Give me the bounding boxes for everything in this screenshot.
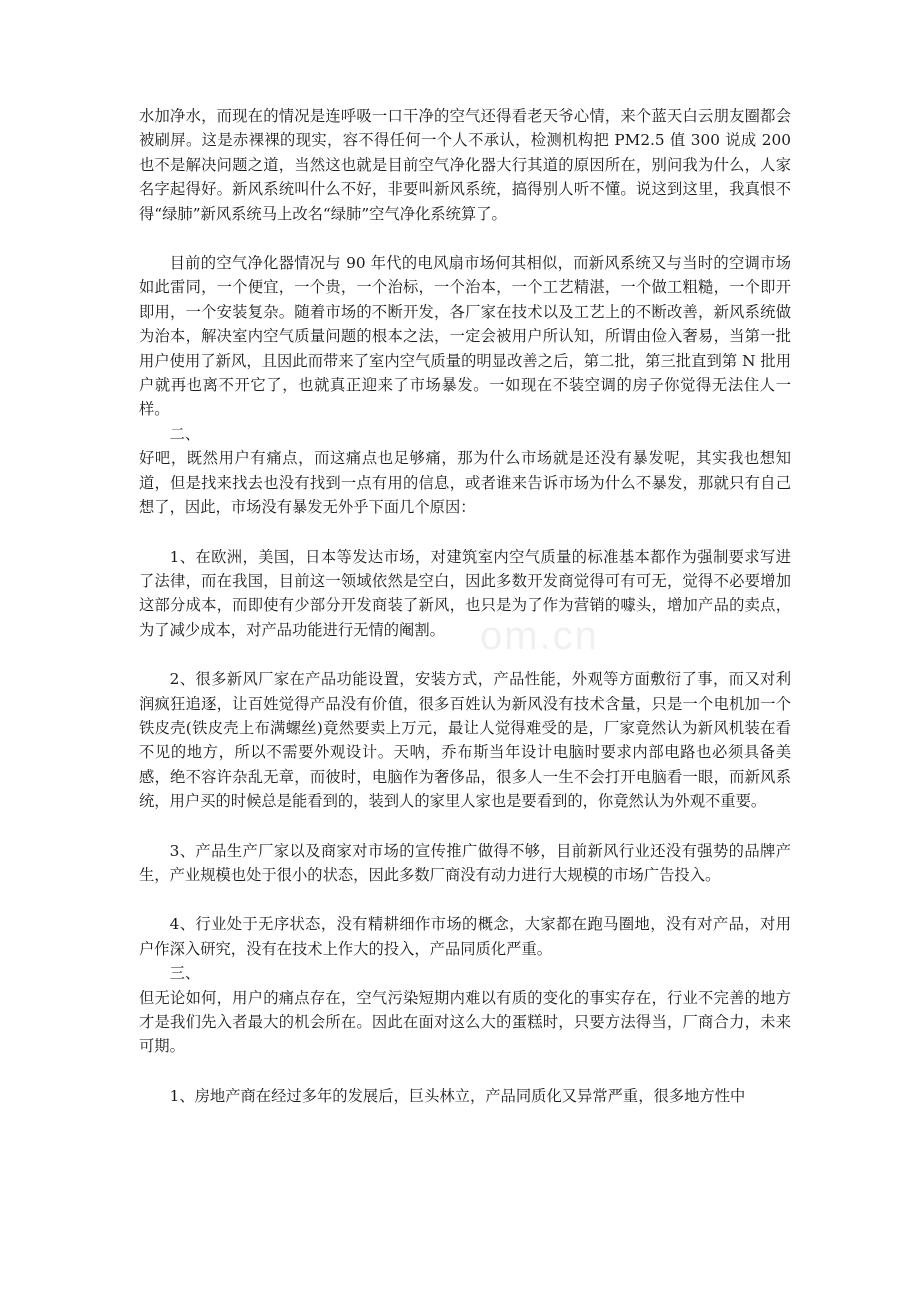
paragraph-3: 好吧，既然用户有痛点，而这痛点也足够痛，那为什么市场就是还没有暴发呢，其实我也想知道，但是找来找去也没有找到一点有用的信息，或者谁来告诉市场为什么不暴发，那就只有自己想了，因此，市场没有暴发无外乎下面几个原因： [139, 449, 791, 517]
paragraph-5: 2、很多新风厂家在产品功能设置，安装方式，产品性能，外观等方面敷衍了事，而又对利润疯狂追逐，让百姓觉得产品没有价值，很多百姓认为新风没有技术含量，只是一个电机加一个铁皮壳(铁皮壳上布满螺丝)竟然要卖上万元，最让人觉得难受的是，厂家竟然认为新风机装在看不见的地方，所以不需要外观设计。天呐，乔布斯当年设计电脑时要求内部电路也必须具备美感，绝不容许杂乱无章，而彼时，电脑作为奢侈品，很多人一生不会打开电脑看一眼，而新风系统，用户买的时候总是能看到的，装到人的家里人家也是要看到的，你竟然认为外观不重要。 [139, 670, 791, 811]
paragraph-6: 3、产品生产厂家以及商家对市场的宣传推广做得不够，目前新风行业还没有强势的品牌产生，产业规模也处于很小的状态，因此多数厂商没有动力进行大规模的市场广告投入。 [139, 841, 791, 884]
section-heading-3: 三、 [169, 964, 201, 983]
document-body [139, 104, 791, 1108]
paragraph-4: 1、在欧洲，美国，日本等发达市场，对建筑室内空气质量的标准基本都作为强制要求写进了法律，而在我国，目前这一领域依然是空白，因此多数开发商觉得可有可无，觉得不必要增加这部分成本，而即使有少部分开发商装了新风，也只是为了作为营销的噱头，增加产品的卖点，为了减少成本，对产品功能进行无情的阉割。 [139, 547, 791, 639]
paragraph-7: 4、行业处于无序状态，没有精耕细作市场的概念，大家都在跑马圈地，没有对产品，对用户作深入研究，没有在技术上作大的投入，产品同质化严重。 [139, 915, 791, 958]
paragraph-1: 水加净水，而现在的情况是连呼吸一口干净的空气还得看老天爷心情，来个蓝天白云朋友圈都会被刷屏。这是赤裸裸的现实，容不得任何一个人不承认，检测机构把 PM2.5 值 300 说成 200 也不是解决问题之道，当然这也就是目前空气净化器大行其道的原因所在，别问我为什么，人家名字起得好。新风系统叫什么不好，非要叫新风系统，搞得别人听不懂。说这到这里，我真恨不得“绿肺”新风系统马上改名“绿肺”空气净化系统算了。 [139, 107, 791, 223]
section-heading-2: 二、 [169, 424, 201, 443]
watermark: om.cn [480, 614, 599, 658]
paragraph-2: 目前的空气净化器情况与 90 年代的电风扇市场何其相似，而新风系统又与当时的空调市场如此雷同，一个便宜，一个贵，一个治标，一个治本，一个工艺精湛，一个做工粗糙，一个即开即用，一个安装复杂。随着市场的不断开发，各厂家在技术以及工艺上的不断改善，新风系统做为治本，解决室内空气质量问题的根本之法，一定会被用户所认知，所谓由俭入奢易，当第一批用户使用了新风，且因此而带来了室内空气质量的明显改善之后，第二批，第三批直到第 N 批用户就再也离不开它了，也就真正迎来了市场暴发。一如现在不装空调的房子你觉得无法住人一样。 [139, 254, 791, 419]
paragraph-8: 但无论如何，用户的痛点存在，空气污染短期内难以有质的变化的事实存在，行业不完善的地方才是我们先入者最大的机会所在。因此在面对这么大的蛋糕时，只要方法得当，厂商合力，未来可期。 [139, 988, 791, 1056]
paragraph-9: 1、房地产商在经过多年的发展后，巨头林立，产品同质化又异常严重，很多地方性中 [169, 1086, 746, 1105]
